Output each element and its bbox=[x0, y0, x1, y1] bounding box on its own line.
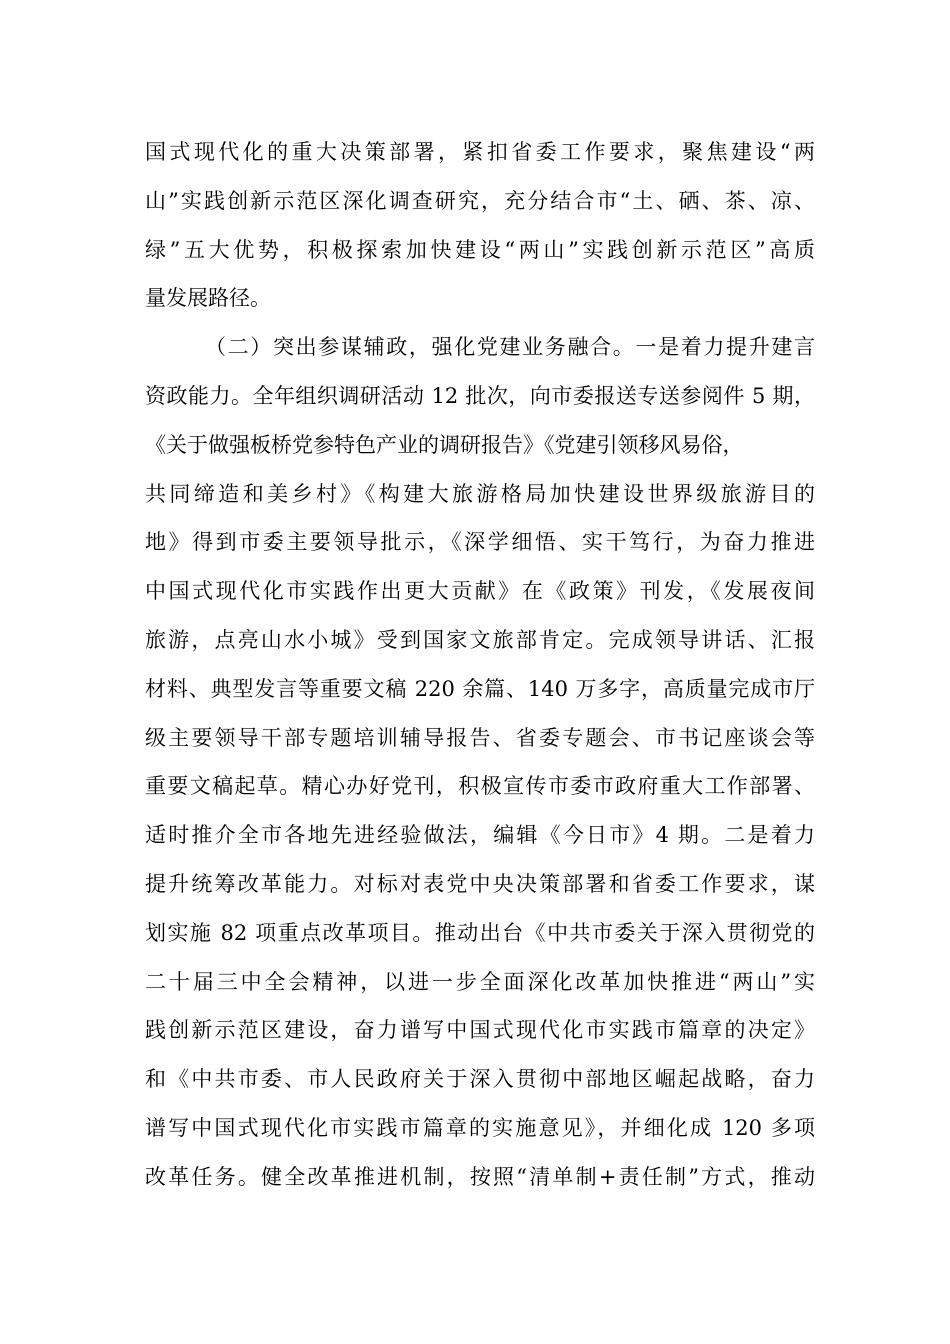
text-line: 共同缔造和美乡村》《构建大旅游格局加快建设世界级旅游目的 bbox=[145, 481, 815, 506]
text-line: （二）突出参谋辅政，强化党建业务融合。一是着力提升建言 bbox=[205, 335, 815, 360]
text-line: 提升统筹改革能力。对标对表党中央决策部署和省委工作要求，谋 bbox=[145, 871, 815, 896]
text-line: 二十届三中全会精神，以进一步全面深化改革加快推进“两山”实 bbox=[145, 969, 815, 994]
text-line: 地》得到市委主要领导批示，《深学细悟、实干笃行，为奋力推进 bbox=[145, 530, 815, 555]
text-line: 材料、典型发言等重要文稿 220 余篇、140 万多字，高质量完成市厅 bbox=[145, 676, 815, 701]
text-line: 资政能力。全年组织调研活动 12 批次，向市委报送专送参阅件 5 期， bbox=[145, 383, 815, 408]
text-line: 国式现代化的重大决策部署，紧扣省委工作要求，聚焦建设“两 bbox=[145, 140, 815, 164]
text-line: 和《中共市委、市人民政府关于深入贯彻中部地区崛起战略，奋力 bbox=[145, 1067, 815, 1092]
text-line: 量发展路径。 bbox=[145, 286, 271, 311]
text-line: 重要文稿起草。精心办好党刊，积极宣传市委市政府重大工作部署、 bbox=[145, 774, 815, 799]
body-text bbox=[145, 128, 815, 1202]
text-line: 山”实践创新示范区深化调查研究，充分结合市“土、硒、茶、凉、 bbox=[145, 188, 815, 213]
text-line: 划实施 82 项重点改革项目。推动出台《中共市委关于深入贯彻党的 bbox=[145, 920, 815, 945]
text-line: 改革任务。健全改革推进机制，按照“清单制+责任制”方式，推动 bbox=[145, 1164, 815, 1189]
text-line: 践创新示范区建设，奋力谱写中国式现代化市实践市篇章的决定》 bbox=[145, 1018, 815, 1043]
text-line: 旅游，点亮山水小城》受到国家文旅部肯定。完成领导讲话、汇报 bbox=[145, 627, 815, 652]
text-line: 《关于做强板桥党参特色产业的调研报告》《党建引领移风易俗， bbox=[145, 432, 744, 457]
text-line: 谱写中国式现代化市实践市篇章的实施意见》，并细化成 120 多项 bbox=[145, 1115, 815, 1140]
text-line: 中国式现代化市实践作出更大贡献》在《政策》刊发，《发展夜间 bbox=[145, 579, 815, 604]
text-line: 适时推介全市各地先进经验做法，编辑《今日市》4 期。二是着力 bbox=[145, 823, 815, 848]
text-line: 级主要领导干部专题培训辅导报告、省委专题会、市书记座谈会等 bbox=[145, 725, 815, 750]
text-line: 绿”五大优势，积极探索加快建设“两山”实践创新示范区”高质 bbox=[145, 237, 815, 262]
